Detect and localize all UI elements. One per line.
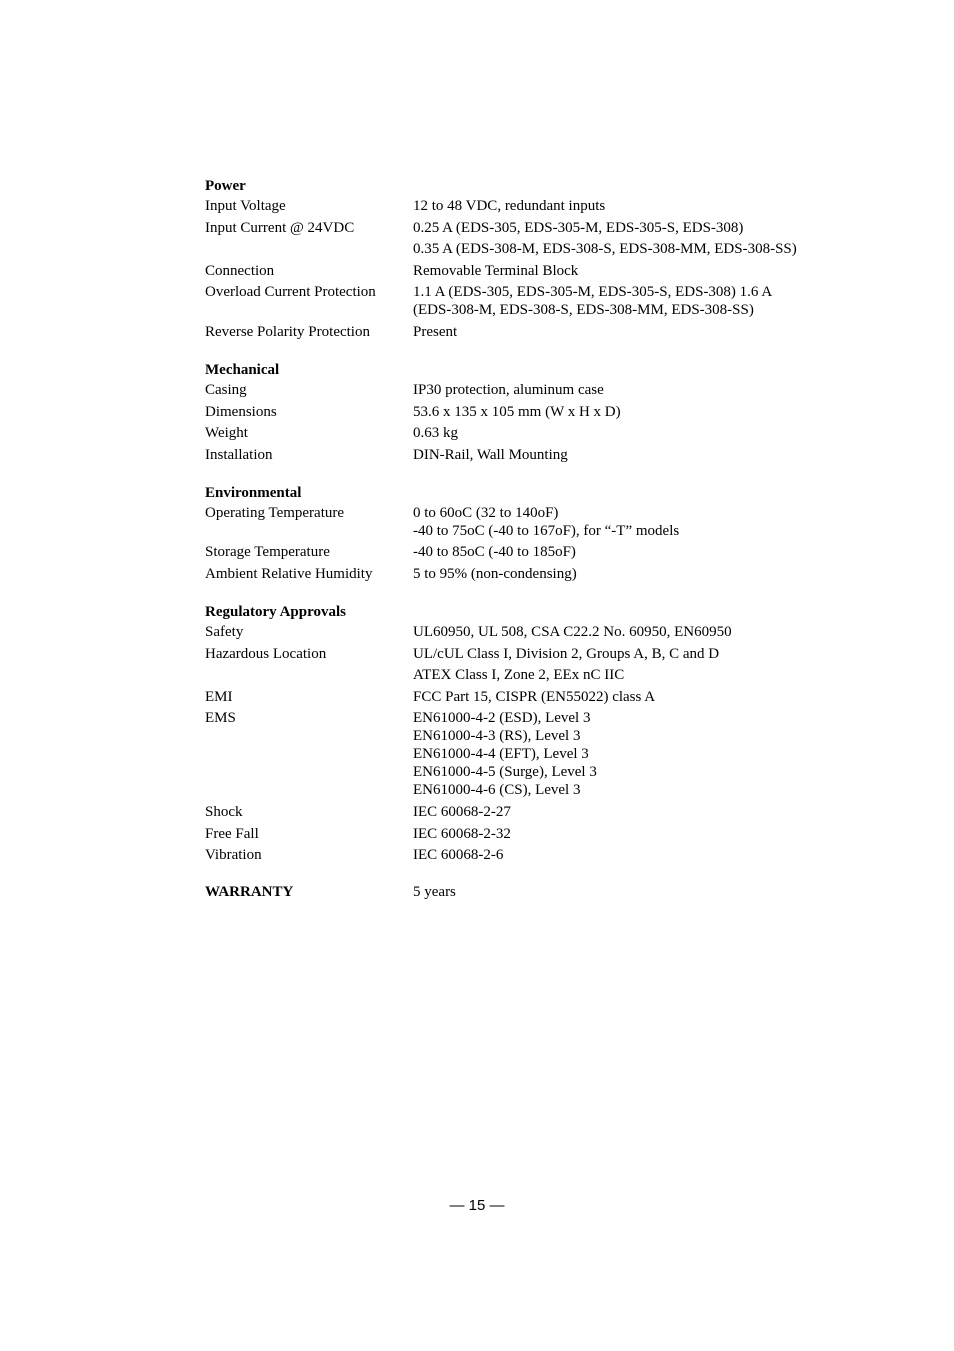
spec-label: Storage Temperature: [205, 544, 330, 561]
spec-label: Vibration: [205, 847, 262, 864]
spec-value-line: IP30 protection, aluminum case: [413, 381, 604, 398]
spec-label: Ambient Relative Humidity: [205, 565, 373, 582]
spec-row: [205, 846, 845, 864]
spec-value-line: IEC 60068-2-32: [413, 825, 511, 842]
spec-value: [413, 424, 845, 442]
spec-value-line: DIN-Rail, Wall Mounting: [413, 446, 568, 463]
spec-value-line: UL/cUL Class I, Division 2, Groups A, B, C and D: [413, 645, 720, 662]
warranty-row: [205, 883, 845, 901]
spec-value: [413, 623, 845, 641]
spec-label: EMI: [205, 688, 233, 705]
spec-value-line: 0.25 A (EDS-305, EDS-305-M, EDS-305-S, EDS-308): [413, 219, 744, 236]
spec-row: [205, 543, 845, 561]
spec-row: [205, 565, 845, 583]
spec-value: [413, 283, 845, 319]
spec-label: Overload Current Protection: [205, 284, 376, 301]
spec-label: Input Voltage: [205, 198, 286, 214]
warranty-label: WARRANTY: [205, 884, 294, 901]
spec-value-line: 5 to 95% (non-condensing): [413, 565, 577, 582]
spec-value: [413, 846, 845, 864]
spec-value-line: EN61000-4-4 (EFT), Level 3: [413, 746, 589, 763]
spec-value-line: (EDS-308-M, EDS-308-S, EDS-308-MM, EDS-308-SS): [413, 302, 754, 319]
spec-label: Shock: [205, 803, 243, 820]
spec-value: [413, 565, 845, 583]
spec-label: Safety: [205, 623, 244, 640]
spec-label: Connection: [205, 262, 275, 279]
spec-value-line: 1.1 A (EDS-305, EDS-305-M, EDS-305-S, EDS-308) 1.6 A: [413, 284, 773, 301]
spec-row: [205, 623, 845, 641]
spec-value-line: IEC 60068-2-6: [413, 847, 504, 864]
spec-row: [205, 323, 845, 341]
spec-value: [413, 381, 845, 399]
spec-row: [205, 403, 845, 421]
spec-value-line: Removable Terminal Block: [413, 262, 579, 279]
section-regulatory: [205, 602, 845, 864]
spec-value-line: IEC 60068-2-27: [413, 803, 511, 820]
spec-row: [205, 283, 845, 319]
spec-row: [205, 262, 845, 280]
section-title: Power: [205, 178, 246, 194]
section-power: [205, 176, 845, 341]
spec-value-line: 53.6 x 135 x 105 mm (W x H x D): [413, 403, 621, 420]
spec-label: Dimensions: [205, 403, 277, 420]
section-title: Mechanical: [205, 361, 280, 378]
spec-value: [413, 262, 845, 280]
spec-value: [413, 403, 845, 421]
spec-row: [205, 825, 845, 843]
spec-row: [205, 504, 845, 540]
spec-row: [205, 709, 845, 799]
spec-value-line: -40 to 85oC (-40 to 185oF): [413, 544, 576, 561]
spec-value-line: EN61000-4-3 (RS), Level 3: [413, 728, 581, 745]
spec-label: Reverse Polarity Protection: [205, 323, 370, 340]
spec-row: [205, 645, 845, 685]
spec-label: EMS: [205, 710, 236, 727]
spec-row: [205, 803, 845, 821]
spec-value-line: FCC Part 15, CISPR (EN55022) class A: [413, 688, 656, 705]
spec-value-line: -40 to 75oC (-40 to 167oF), for “-T” models: [413, 522, 680, 539]
specifications: [205, 176, 845, 901]
spec-value: [413, 825, 845, 843]
spec-label: Free Fall: [205, 825, 259, 842]
section-mechanical: [205, 360, 845, 464]
spec-value-line: ATEX Class I, Zone 2, EEx nC IIC: [413, 667, 625, 684]
spec-row: [205, 424, 845, 442]
spec-row: [205, 446, 845, 464]
spec-value-line: EN61000-4-6 (CS), Level 3: [413, 782, 581, 799]
spec-value-line: UL60950, UL 508, CSA C22.2 No. 60950, EN60950: [413, 623, 732, 640]
spec-value: [413, 645, 845, 685]
spec-value: [413, 219, 845, 259]
spec-row: [205, 219, 845, 259]
spec-value: [413, 688, 845, 706]
spec-value: [413, 803, 845, 821]
spec-label: Casing: [205, 381, 247, 398]
spec-value-line: Present: [413, 323, 458, 340]
spec-value-line: 0 to 60oC (32 to 140oF): [413, 504, 559, 521]
spec-value-line: 0.35 A (EDS-308-M, EDS-308-S, EDS-308-MM, EDS-308-SS): [413, 241, 797, 258]
spec-label: Hazardous Location: [205, 645, 327, 662]
spec-value: [413, 197, 845, 215]
section-environmental: [205, 483, 845, 583]
page-number: — 15 —: [449, 1197, 505, 1214]
spec-label: Operating Temperature: [205, 504, 345, 521]
spec-label: Weight: [205, 425, 248, 442]
spec-row: [205, 197, 845, 215]
spec-value: [413, 323, 845, 341]
spec-row: [205, 688, 845, 706]
spec-value-line: 12 to 48 VDC, redundant inputs: [413, 198, 606, 214]
spec-value-line: 0.63 kg: [413, 425, 458, 442]
spec-value: [413, 709, 845, 799]
spec-value: [413, 504, 845, 540]
warranty-value: 5 years: [413, 884, 456, 901]
spec-value: [413, 543, 845, 561]
section-title: Regulatory Approvals: [205, 603, 346, 620]
spec-label: Installation: [205, 446, 273, 463]
spec-value-line: EN61000-4-2 (ESD), Level 3: [413, 710, 591, 727]
spec-value: [413, 446, 845, 464]
spec-value-line: EN61000-4-5 (Surge), Level 3: [413, 764, 597, 781]
spec-row: [205, 381, 845, 399]
section-title: Environmental: [205, 484, 302, 501]
spec-label: Input Current @ 24VDC: [205, 219, 355, 236]
